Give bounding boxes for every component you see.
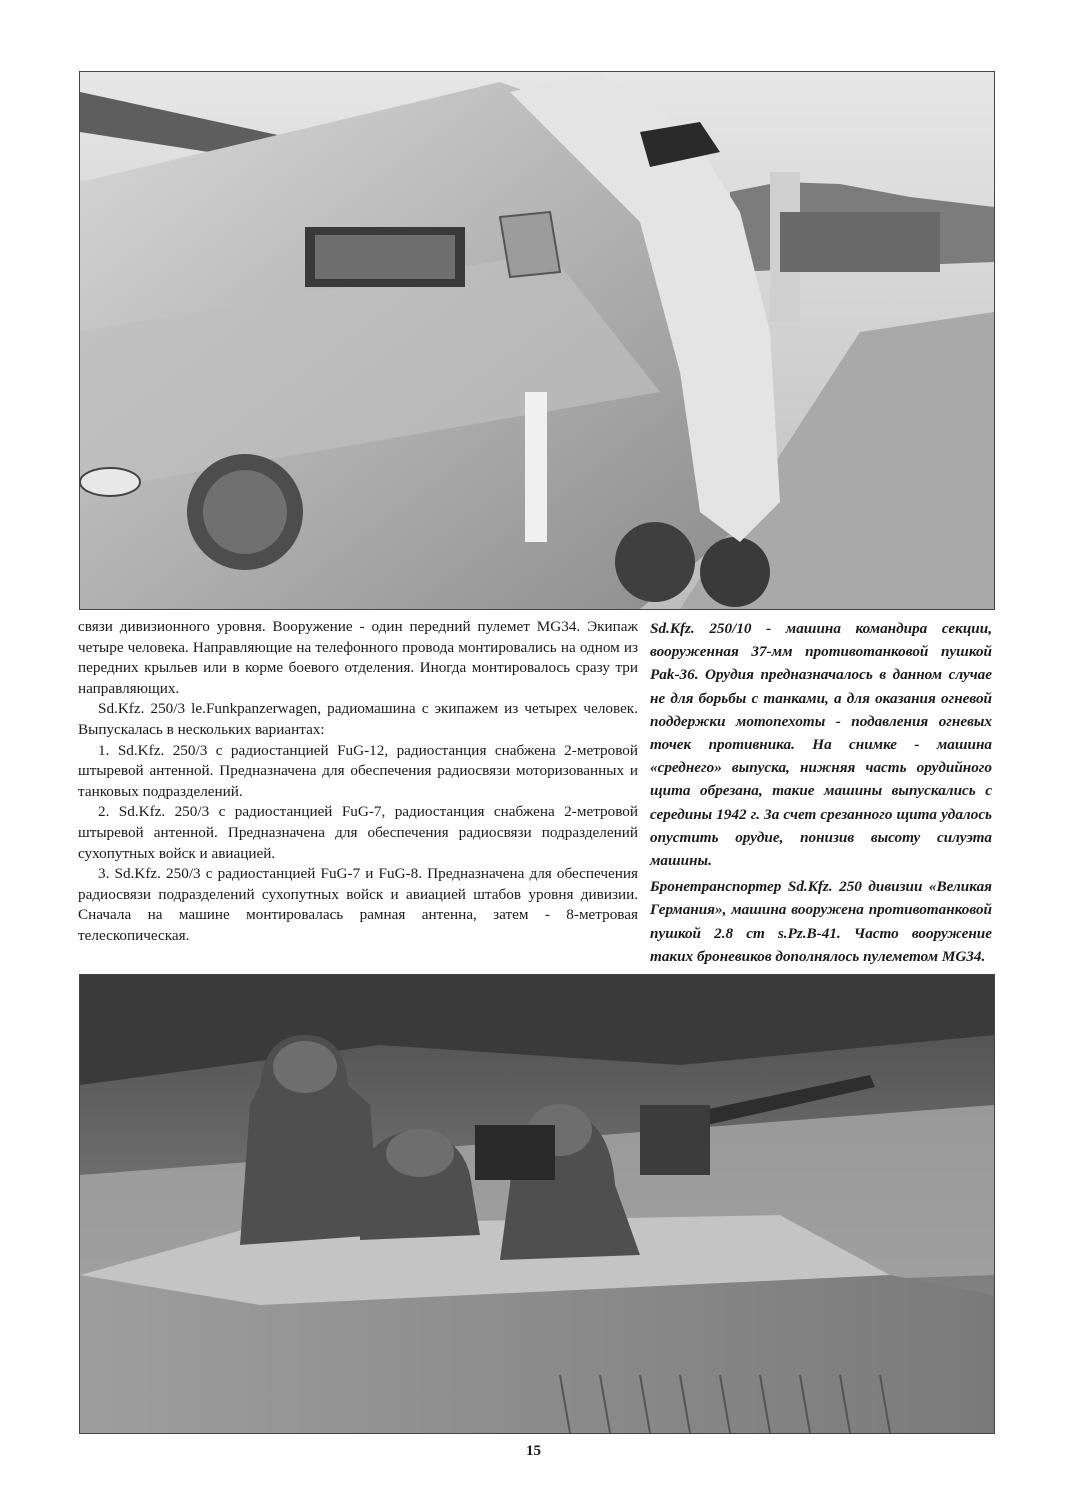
paragraph-variant-2: 2. Sd.Kfz. 250/3 с радиостанцией FuG-7, радиостанция снабжена 2-метровой штыревой антенной. Предназначена для обеспечения радиосвязи подразделений сухопутных войск и авиацией. xyxy=(78,803,638,862)
paragraph-250-3-intro: Sd.Kfz. 250/3 le.Funkpanzerwagen, радиомашина с экипажем из четырех человек. Выпускалась в нескольких вариантах: xyxy=(78,700,638,738)
paragraph-variant-1: 1. Sd.Kfz. 250/3 с радиостанцией FuG-12, радиостанция снабжена 2-метровой штыревой антенной. Предназначена для обеспечения радиосвязи моторизованных и танковых подразделений. xyxy=(78,741,638,800)
paragraph-continuation: связи дивизионного уровня. Вооружение - один передний пулемет MG34. Экипаж четыре человека. Направляющие на телефонного провода монтировались на одном из передних крыльев или в корме боевого отделения. Иногда монтировалось сразу три направляющих. xyxy=(78,618,638,697)
photo-halftrack-crew xyxy=(79,974,995,1434)
photo-halftrack-top-image xyxy=(80,72,994,609)
caption-top-photo: Sd.Kfz. 250/10 - машина командира секции, вооруженная 37-мм противотанковой пушкой Pak-36. Орудия предназначалось в данном случае не для борьбы с танками, а для оказания огневой поддержки мотопехоты - подавления огневых точек противника. На снимке - машина «среднего» выпуска, нижняя часть орудийного щита обрезана, такие машины выпускались с середины 1942 г. За счет срезанного щита удалось опустить орудие, понизив высоту силуэта машины. xyxy=(650,620,992,870)
right-caption-column xyxy=(650,617,992,971)
caption-bottom-photo: Бронетранспортер Sd.Kfz. 250 дивизии «Великая Германия», машина вооружена противотанковой пушкой 2.8 cm s.Pz.B-41. Часто вооружение таких броневиков дополнялось пулеметом MG34. xyxy=(650,878,992,965)
left-text-column xyxy=(78,617,638,947)
paragraph-variant-3: 3. Sd.Kfz. 250/3 с радиостанцией FuG-7 и FuG-8. Предназначена для обеспечения радиосвязи подразделений сухопутных войск и авиацией штабов уровня дивизии. Сначала на машине монтировалась рамная антенна, затем - 8-метровая телескопическая. xyxy=(78,865,638,944)
page-number: 15 xyxy=(526,1443,541,1459)
photo-halftrack-crew-image xyxy=(80,975,994,1433)
photo-halftrack-top xyxy=(79,71,995,610)
